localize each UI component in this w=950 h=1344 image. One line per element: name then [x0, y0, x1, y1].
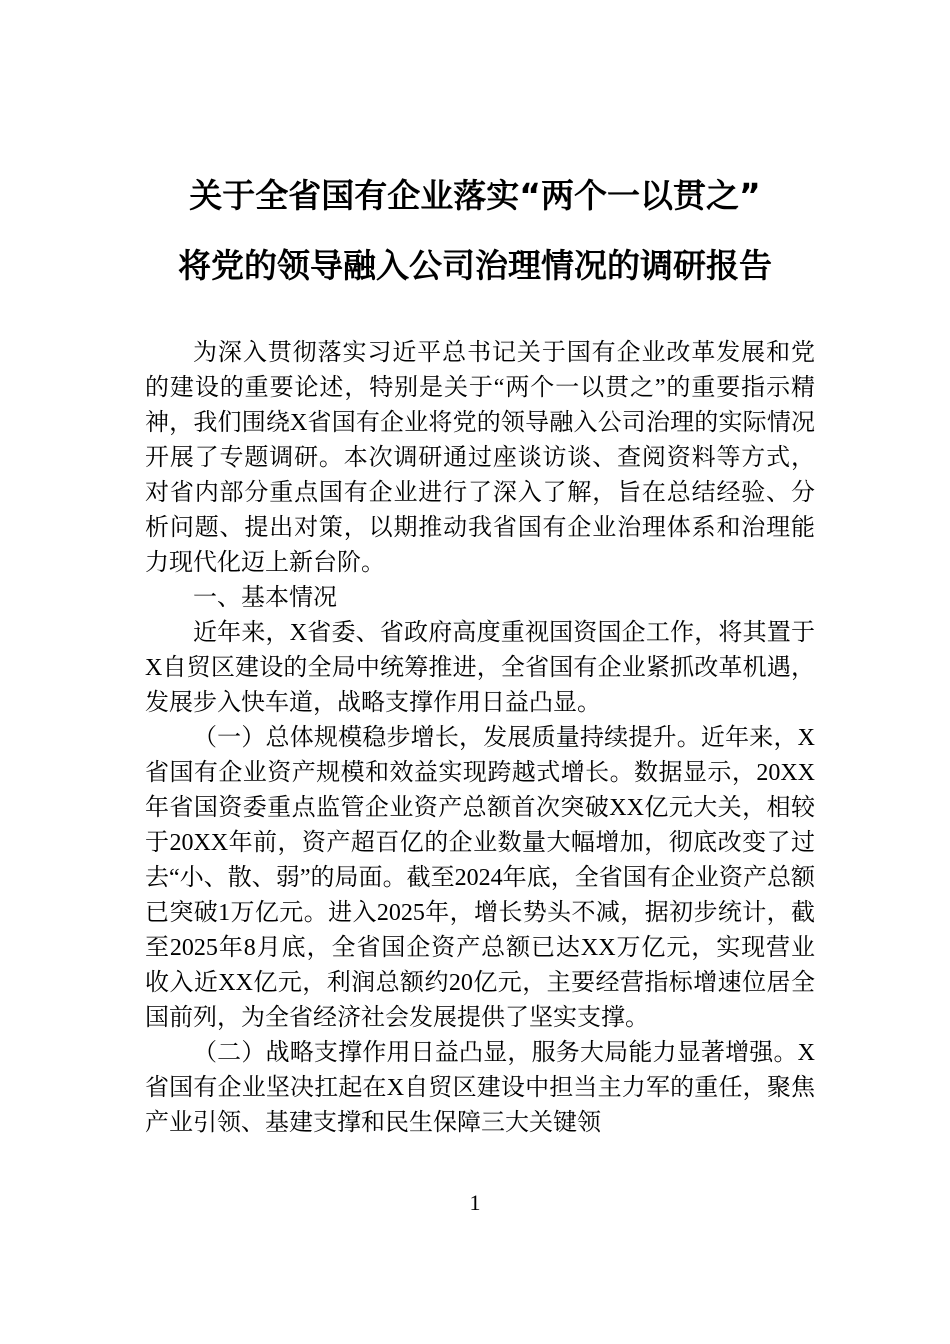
- section-heading: 一、基本情况: [193, 585, 337, 611]
- document-title-line-1: 关于全省国有企业落实“两个一以贯之”: [189, 176, 761, 215]
- document-body: [145, 336, 815, 1141]
- intro-paragraph: 为深入贯彻落实习近平总书记关于国有企业改革发展和党的建设的重要论述，特别是关于“两个一以贯之”的重要指示精神，我们围绕X省国有企业将党的领导融入公司治理的实际情况开展了专题调研。本次调研通过座谈访谈、查阅资料等方式，对省内部分重点国有企业进行了深入了解，旨在总结经验、分析问题、提出对策，以期推动我省国有企业治理体系和治理能力现代化迈上新台阶。: [145, 340, 815, 576]
- page-number: 1: [469, 1190, 481, 1215]
- body-paragraph: （一）总体规模稳步增长，发展质量持续提升。近年来，X省国有企业资产规模和效益实现跨越式增长。数据显示，20XX年省国资委重点监管企业资产总额首次突破XX亿元大关，相较于20XX年前，资产超百亿的企业数量大幅增加，彻底改变了过去“小、散、弱”的局面。截至2024年底，全省国有企业资产总额已突破1万亿元。进入2025年，增长势头不减，据初步统计，截至2025年8月底，全省国企资产总额已达XX万亿元，实现营业收入近XX亿元，利润总额约20亿元，主要经营指标增速位居全国前列，为全省经济社会发展提供了坚实支撑。: [145, 725, 815, 1031]
- body-paragraph: 近年来，X省委、省政府高度重视国资国企工作，将其置于X自贸区建设的全局中统筹推进，全省国有企业紧抓改革机遇，发展步入快车道，战略支撑作用日益凸显。: [145, 620, 815, 716]
- body-paragraph: （二）战略支撑作用日益凸显，服务大局能力显著增强。X省国有企业坚决扛起在X自贸区建设中担当主力军的重任，聚焦产业引领、基建支撑和民生保障三大关键领: [145, 1040, 815, 1136]
- document-title-line-2: 将党的领导融入公司治理情况的调研报告: [178, 246, 772, 285]
